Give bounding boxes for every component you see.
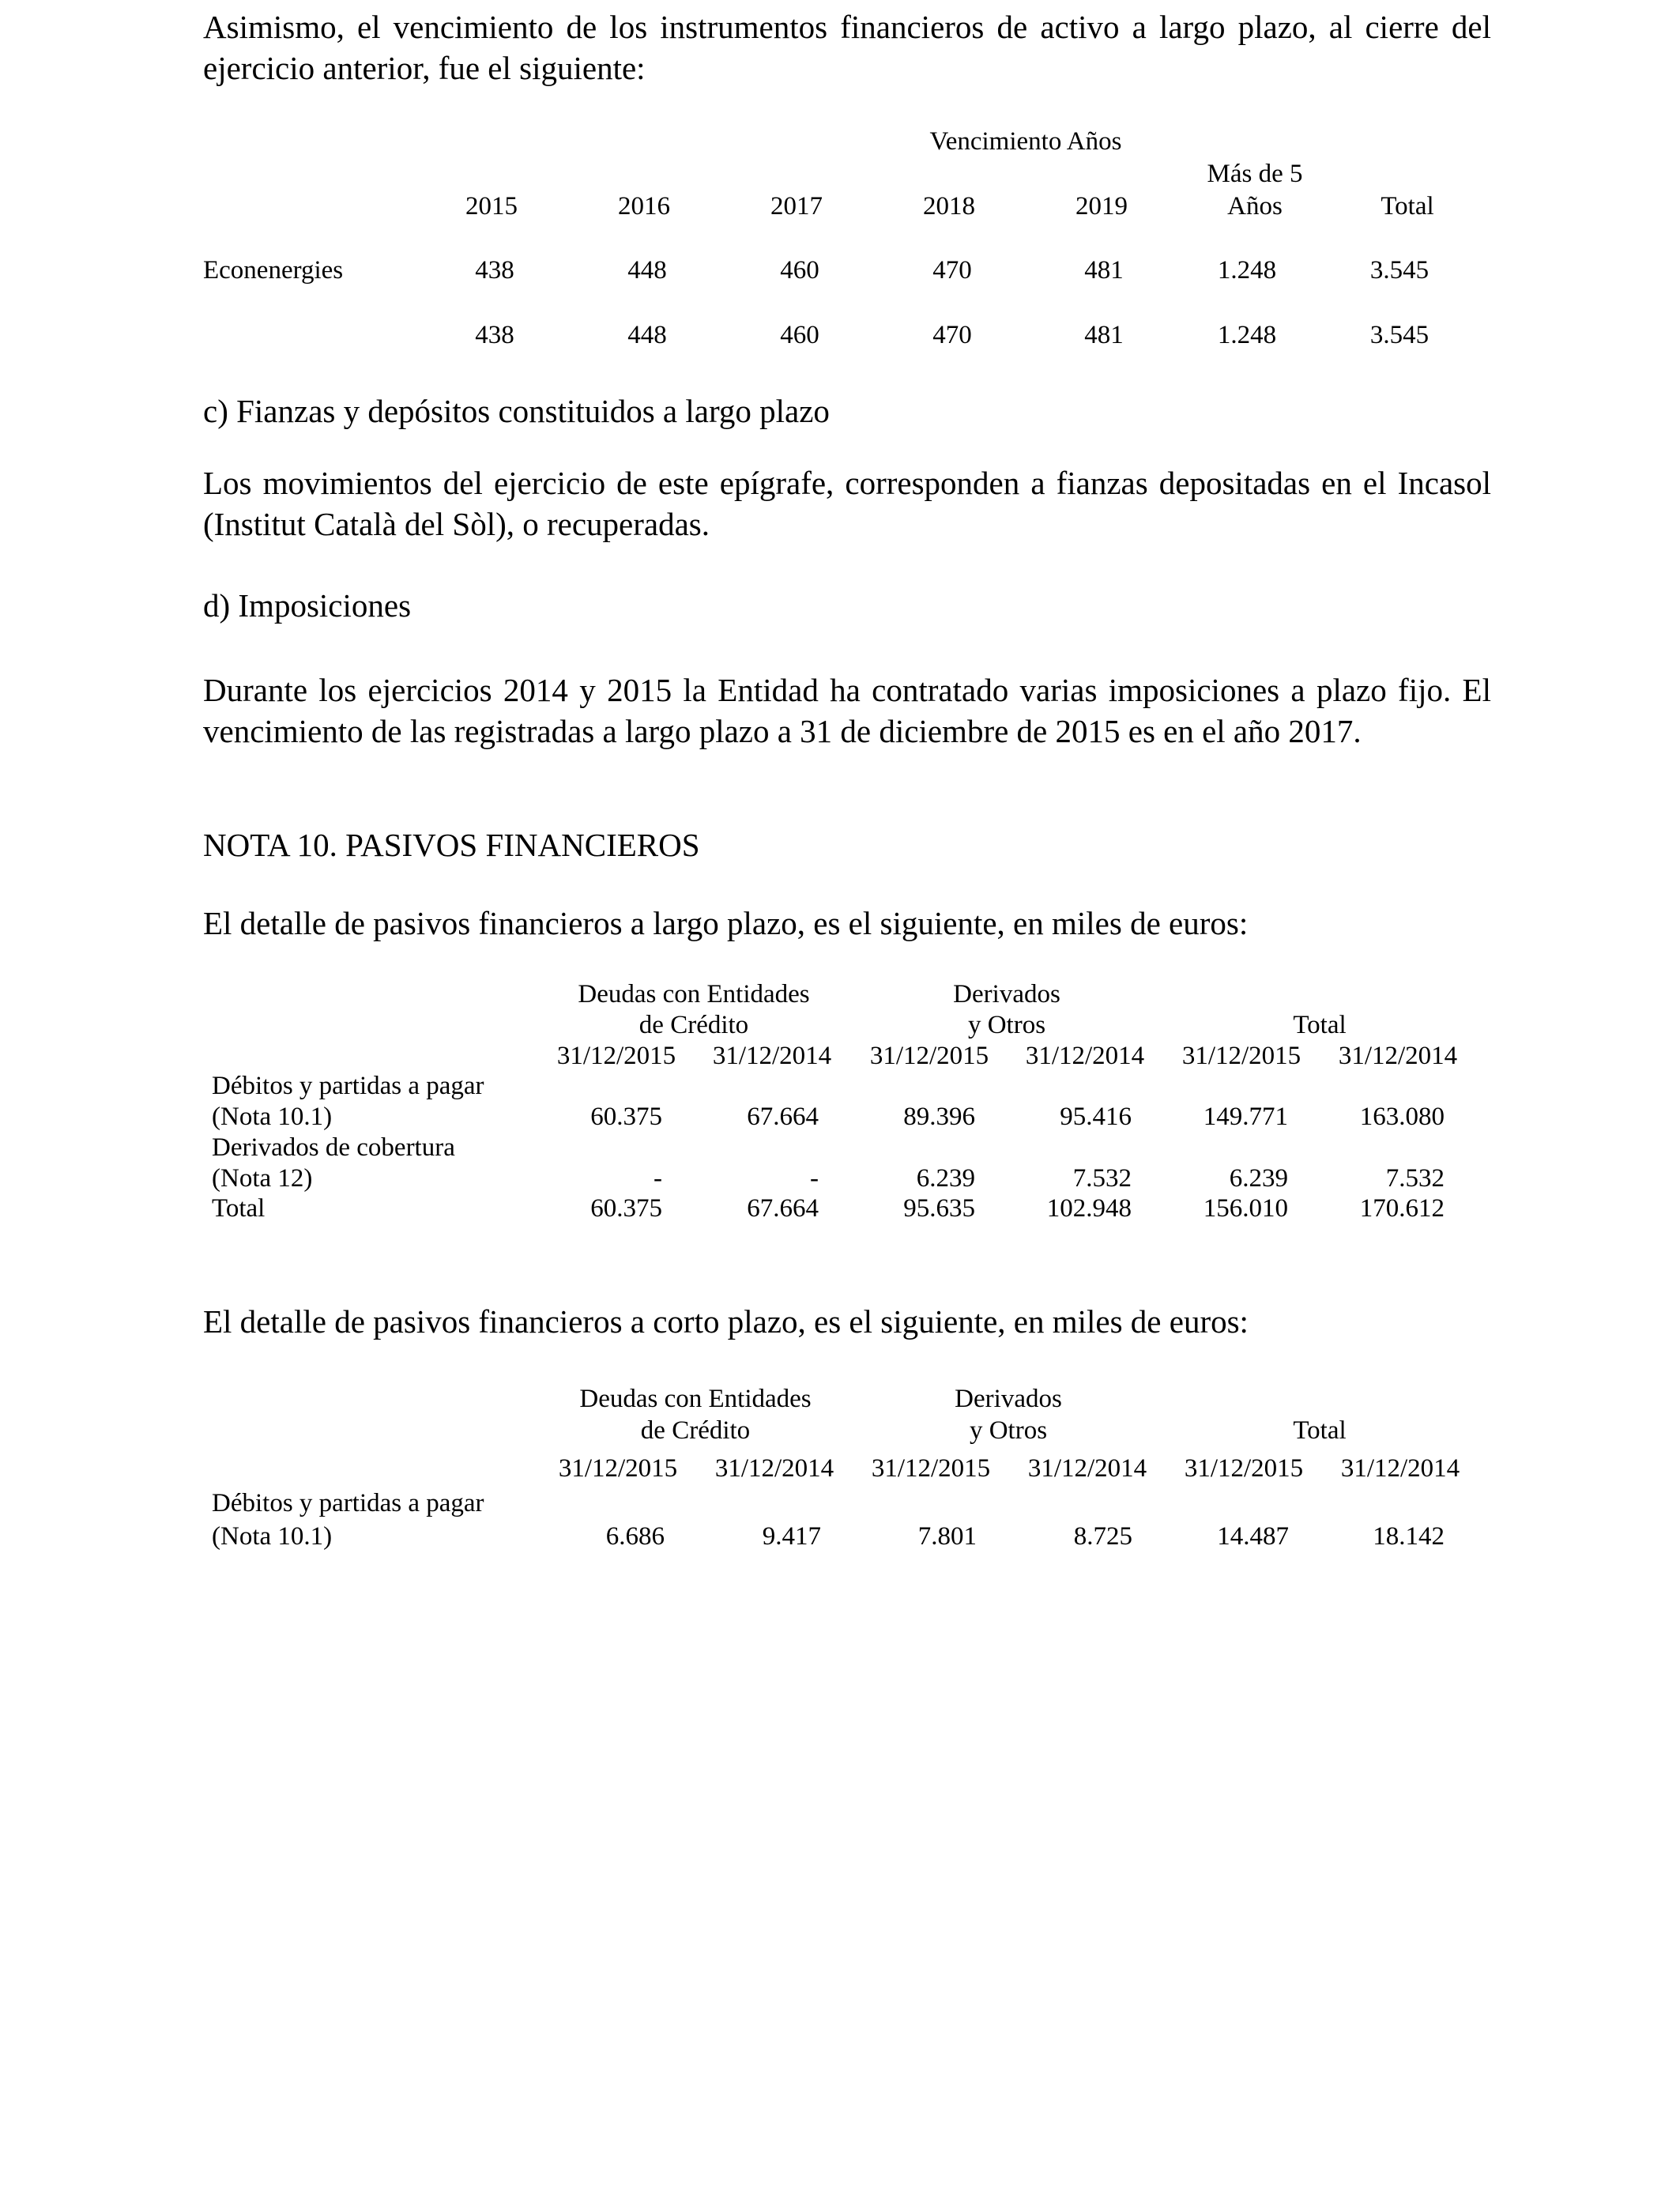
group-header: Derivados — [953, 980, 1060, 1008]
date-header: 31/12/2014 — [712, 1042, 832, 1070]
row-label: (Nota 12) — [212, 1164, 313, 1193]
cell: 481 — [1084, 256, 1124, 285]
cell: 1.248 — [1217, 321, 1277, 349]
col-header: 2018 — [923, 192, 975, 221]
maturity-group-header: Vencimiento Años — [929, 127, 1122, 156]
cell: 89.396 — [903, 1103, 975, 1131]
group-header: Total — [1293, 1416, 1347, 1445]
col-header: Total — [1381, 192, 1434, 221]
group-header: Deudas con Entidades — [579, 1385, 812, 1413]
cell: 438 — [475, 256, 514, 285]
date-header: 31/12/2015 — [556, 1042, 676, 1070]
row-label: Econenergies — [203, 256, 344, 285]
group-header: de Crédito — [640, 1416, 751, 1445]
cell: 7.532 — [1072, 1164, 1132, 1193]
cell: 7.801 — [917, 1522, 977, 1551]
date-header: 31/12/2014 — [1338, 1042, 1458, 1070]
cell: 6.239 — [1229, 1164, 1288, 1193]
row-label: Total — [212, 1194, 266, 1223]
row-label: (Nota 10.1) — [212, 1522, 333, 1551]
cell: 3.545 — [1369, 256, 1430, 285]
col-header: 2016 — [618, 192, 670, 221]
cell: 60.375 — [590, 1194, 662, 1223]
section-c-text: Los movimientos del ejercicio de este epígrafe, corresponden a fianzas depositadas en el Incasol (Institut Català del Sòl), o recuperadas. — [203, 465, 1491, 542]
cell: 6.239 — [916, 1164, 975, 1193]
section-d-text: Durante los ejercicios 2014 y 2015 la Entidad ha contratado varias imposiciones a plazo fijo. El vencimiento de las registradas a largo plazo a 31 de diciembre de 2015 es en el año 2017. — [203, 672, 1491, 749]
col-header: Más de 5 — [1207, 160, 1303, 188]
col-header: 2015 — [465, 192, 518, 221]
group-header: Total — [1293, 1011, 1347, 1039]
group-header: y Otros — [967, 1011, 1046, 1039]
nota10-heading: NOTA 10. PASIVOS FINANCIEROS — [203, 827, 700, 863]
date-header: 31/12/2015 — [1181, 1042, 1301, 1070]
cell: - — [810, 1164, 819, 1193]
col-header: Años — [1227, 192, 1283, 221]
long-term-intro: El detalle de pasivos financieros a largo plazo, es el siguiente, en miles de euros: — [203, 905, 1249, 941]
cell: 1.248 — [1217, 256, 1277, 285]
section-c-heading: c) Fianzas y depósitos constituidos a largo plazo — [203, 393, 830, 429]
group-header: y Otros — [969, 1416, 1048, 1445]
cell: 8.725 — [1073, 1522, 1132, 1551]
section-d-heading: d) Imposiciones — [203, 587, 412, 624]
cell: 60.375 — [590, 1103, 662, 1131]
cell: 448 — [627, 256, 667, 285]
cell: 438 — [475, 321, 514, 349]
group-header: Derivados — [955, 1385, 1062, 1413]
cell: 460 — [780, 321, 819, 349]
cell: 3.545 — [1369, 321, 1430, 349]
cell: 7.532 — [1385, 1164, 1445, 1193]
cell: 18.142 — [1373, 1522, 1445, 1551]
cell: 14.487 — [1217, 1522, 1289, 1551]
cell: 470 — [932, 321, 972, 349]
cell: 156.010 — [1203, 1194, 1288, 1223]
cell: - — [654, 1164, 662, 1193]
cell: 163.080 — [1359, 1103, 1445, 1131]
cell: 67.664 — [747, 1194, 819, 1223]
cell: 6.686 — [605, 1522, 665, 1551]
cell: 102.948 — [1046, 1194, 1132, 1223]
cell: 9.417 — [762, 1522, 821, 1551]
date-header: 31/12/2014 — [1027, 1454, 1147, 1483]
cell: 95.635 — [903, 1194, 975, 1223]
row-label: Derivados de cobertura — [212, 1133, 455, 1162]
col-header: 2019 — [1075, 192, 1128, 221]
cell: 448 — [627, 321, 667, 349]
date-header: 31/12/2015 — [558, 1454, 678, 1483]
group-header: de Crédito — [638, 1011, 749, 1039]
row-label: (Nota 10.1) — [212, 1103, 333, 1131]
date-header: 31/12/2014 — [1340, 1454, 1460, 1483]
row-label: Débitos y partidas a pagar — [212, 1489, 484, 1517]
cell: 95.416 — [1060, 1103, 1132, 1131]
short-term-intro: El detalle de pasivos financieros a corto plazo, es el siguiente, en miles de euros: — [203, 1303, 1249, 1340]
date-header: 31/12/2015 — [871, 1454, 991, 1483]
cell: 470 — [932, 256, 972, 285]
date-header: 31/12/2015 — [1184, 1454, 1304, 1483]
row-label: Débitos y partidas a pagar — [212, 1072, 484, 1100]
cell: 149.771 — [1203, 1103, 1288, 1131]
date-header: 31/12/2014 — [1025, 1042, 1145, 1070]
cell: 460 — [780, 256, 819, 285]
intro-paragraph: Asimismo, el vencimiento de los instrumentos financieros de activo a largo plazo, al cierre del ejercicio anterior, fue el siguiente: — [203, 9, 1491, 86]
group-header: Deudas con Entidades — [578, 980, 810, 1008]
cell: 67.664 — [747, 1103, 819, 1131]
cell: 481 — [1084, 321, 1124, 349]
date-header: 31/12/2014 — [714, 1454, 834, 1483]
date-header: 31/12/2015 — [869, 1042, 989, 1070]
cell: 170.612 — [1359, 1194, 1445, 1223]
col-header: 2017 — [770, 192, 823, 221]
